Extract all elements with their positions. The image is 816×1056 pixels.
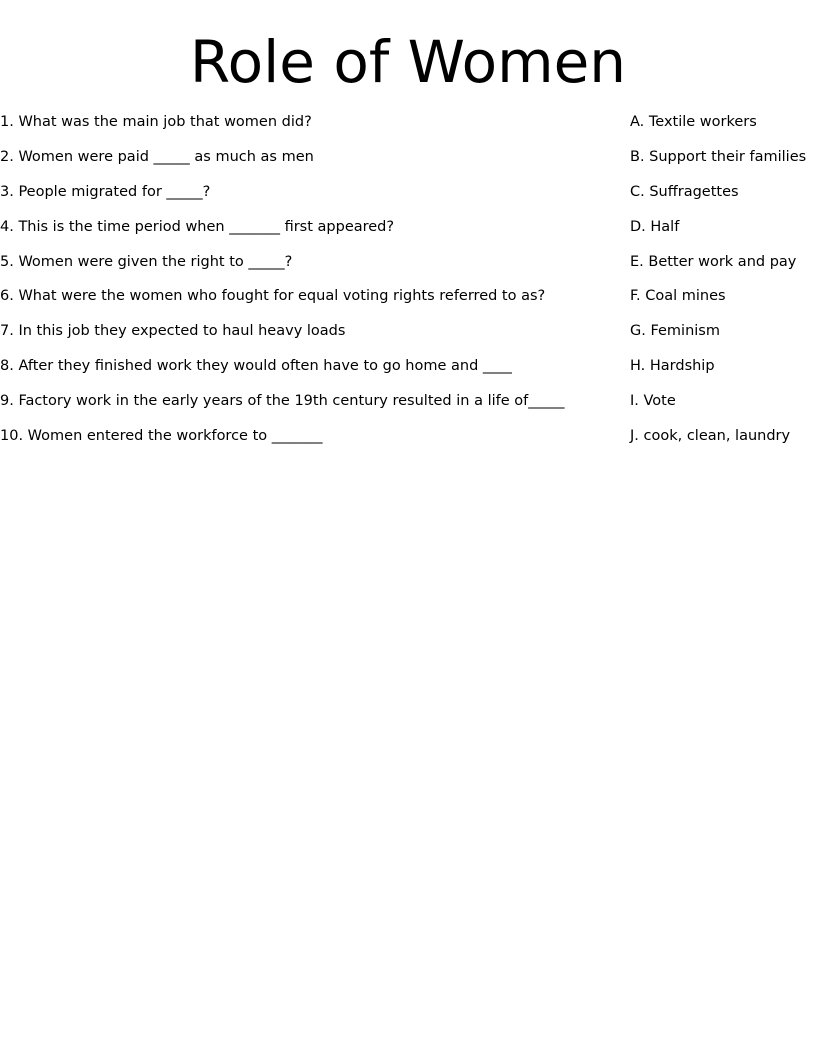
answer-c: C. Suffragettes xyxy=(630,183,739,200)
answer-g: G. Feminism xyxy=(630,323,720,340)
question-2: 2. Women were paid _____ as much as men xyxy=(0,148,314,165)
question-3: 3. People migrated for _____? xyxy=(0,183,211,200)
question-4: 4. This is the time period when _______ first appeared? xyxy=(0,218,395,235)
question-8: 8. After they finished work they would often have to go home and ____ xyxy=(0,358,512,375)
answer-b: B. Support their families xyxy=(630,148,807,165)
question-list xyxy=(0,110,610,459)
answer-i: I. Vote xyxy=(630,393,676,410)
question-6: 6. What were the women who fought for equal voting rights referred to as? xyxy=(0,288,546,305)
answer-d: D. Half xyxy=(630,218,680,235)
page-title: Role of Women xyxy=(189,28,627,96)
answer-list xyxy=(630,110,816,459)
question-5: 5. Women were given the right to _____? xyxy=(0,253,293,270)
question-7: 7. In this job they expected to haul heavy loads xyxy=(0,323,346,340)
question-10: 10. Women entered the workforce to _______ xyxy=(0,428,323,445)
question-1: 1. What was the main job that women did? xyxy=(0,114,312,130)
answer-a: A. Textile workers xyxy=(630,114,757,130)
answer-f: F. Coal mines xyxy=(630,288,726,305)
question-9: 9. Factory work in the early years of the 19th century resulted in a life of_____ xyxy=(0,393,565,410)
answer-e: E. Better work and pay xyxy=(630,253,797,270)
answer-h: H. Hardship xyxy=(630,358,715,375)
answer-j: J. cook, clean, laundry xyxy=(630,428,791,445)
